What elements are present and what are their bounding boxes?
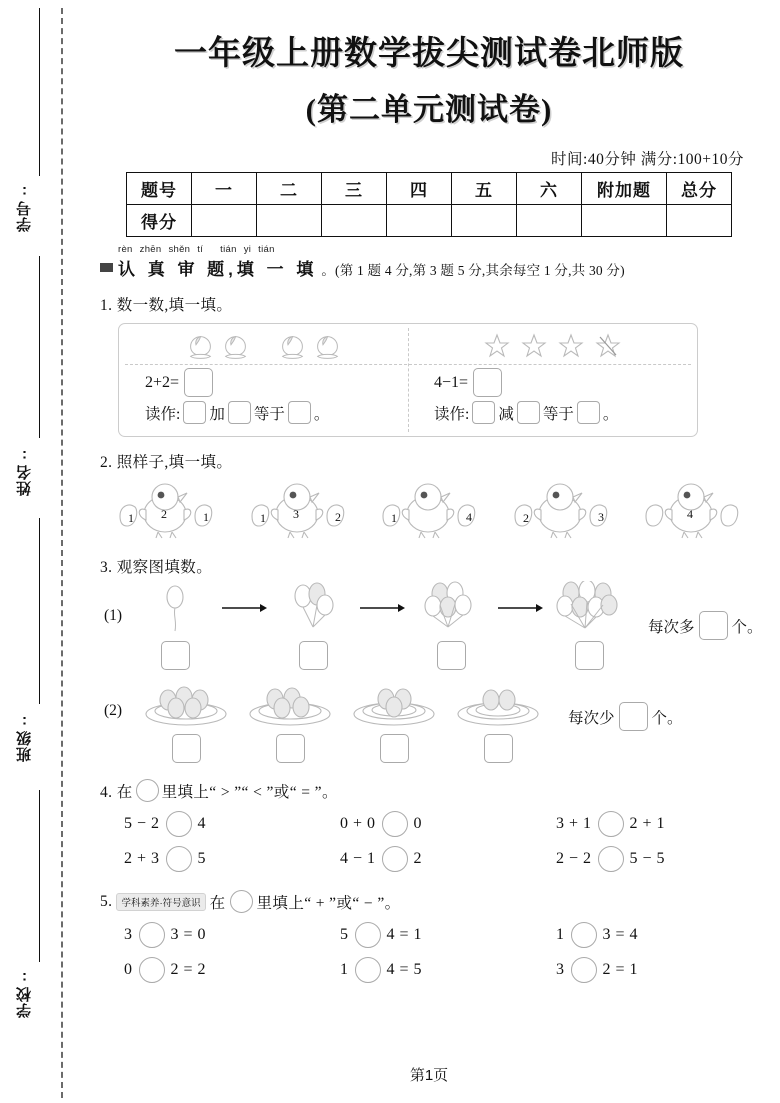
answer-box[interactable] <box>577 401 600 424</box>
answer-circle[interactable] <box>355 922 381 948</box>
answer-circle[interactable] <box>382 846 408 872</box>
section-title: 认 真 审 题,填 一 填 <box>118 260 318 280</box>
expr-left: 3 <box>556 961 565 979</box>
pinyin-syllable: zhēn <box>139 244 162 256</box>
exam-meta: 时间:40分钟 满分:100+10分 <box>551 151 744 169</box>
rail-label-name: 姓名: <box>16 446 33 496</box>
q3-part1-label: (1) <box>104 607 123 625</box>
q1-panel <box>118 323 698 437</box>
score-col-header: 二 <box>257 173 322 205</box>
score-col-header: 附加题 <box>582 173 667 205</box>
answer-box[interactable] <box>699 611 728 640</box>
q4-item <box>556 811 772 837</box>
answer-box[interactable] <box>619 702 648 731</box>
rail-label-class: 班级: <box>16 712 33 762</box>
section-heading <box>100 255 780 280</box>
score-cell[interactable] <box>517 205 582 237</box>
balloon-icon <box>416 581 486 635</box>
rail-divider <box>39 518 40 704</box>
chick-body-number: 3 <box>292 507 299 522</box>
expr-left: 1 <box>556 926 565 944</box>
q5-item <box>340 957 556 983</box>
score-cell[interactable] <box>322 205 387 237</box>
expr-right: 2 + 1 <box>629 815 666 833</box>
expr-left: 2 + 3 <box>124 850 160 868</box>
strawberry-plate-icon <box>452 680 544 728</box>
q1-right-read-row <box>434 401 618 424</box>
peach-icon <box>314 332 341 361</box>
expr-right: 2 = 2 <box>170 961 207 979</box>
balloon-icon <box>151 581 199 635</box>
q1-left-half <box>119 324 408 436</box>
eggshell-left-number: 2 <box>522 511 529 526</box>
star-icon <box>521 333 547 359</box>
eggshell-left-number: 1 <box>391 511 397 526</box>
table-row <box>127 173 732 205</box>
page-subtitle: (第二单元测试卷) <box>305 92 553 128</box>
rail-divider <box>39 8 40 176</box>
q4-item <box>340 811 556 837</box>
section-pinyin <box>118 244 780 255</box>
answer-box[interactable] <box>472 401 495 424</box>
arrow-icon <box>216 581 272 635</box>
score-cell[interactable] <box>667 205 732 237</box>
balloon-icon <box>551 581 627 635</box>
q4-item <box>124 846 340 872</box>
page-title: 一年级上册数学拔尖测试卷北师版 <box>174 36 684 72</box>
tail-before-text: 每次多 <box>648 618 695 636</box>
q2-chick-row <box>106 480 750 542</box>
expr-left: 2 − 2 <box>556 850 592 868</box>
answer-box[interactable] <box>161 641 190 670</box>
arrow-icon <box>492 581 548 635</box>
star-icon <box>484 333 510 359</box>
competency-badge: 学科素养·符号意识 <box>116 893 205 911</box>
score-cell[interactable] <box>452 205 517 237</box>
score-cell[interactable] <box>257 205 322 237</box>
balloon-group-cell <box>134 581 216 670</box>
score-row-header: 得分 <box>127 205 192 237</box>
peach-icon <box>187 332 214 361</box>
expr-left: 0 + 0 <box>340 815 376 833</box>
score-col-header: 六 <box>517 173 582 205</box>
strawberry-plate-icon <box>140 680 232 728</box>
period: 。 <box>602 405 619 423</box>
answer-box[interactable] <box>484 734 513 763</box>
tail-before-text: 每次少 <box>568 709 615 727</box>
pinyin-syllable: tián <box>220 244 237 256</box>
q1-left-equation: 2+2= <box>145 373 180 391</box>
chick-with-eggshells-icon <box>238 480 356 542</box>
q4-prompt-a: 4. 在 <box>100 783 133 801</box>
table-row <box>127 205 732 237</box>
rail-label-school: 学校: <box>16 968 33 1018</box>
eggshell-left-number: 1 <box>128 511 134 526</box>
chick-with-eggshells-icon <box>632 480 750 542</box>
answer-circle[interactable] <box>139 957 165 983</box>
q4-row-1 <box>124 811 780 837</box>
rail-divider <box>39 790 40 962</box>
q4-item <box>340 846 556 872</box>
answer-box[interactable] <box>299 641 328 670</box>
q5-row-1 <box>124 922 780 948</box>
score-col-header: 五 <box>452 173 517 205</box>
answer-box[interactable] <box>473 368 502 397</box>
score-table <box>126 172 732 237</box>
q3-part2-tail <box>568 680 683 731</box>
strawberry-plate-cell <box>342 680 446 763</box>
eggshell-right-number: 1 <box>203 510 209 525</box>
expr-left: 5 <box>340 926 349 944</box>
arrow-icon <box>354 581 410 635</box>
equals-word: 等于 <box>253 405 285 423</box>
answer-circle[interactable] <box>166 811 192 837</box>
student-info-rail <box>0 0 60 1103</box>
expr-right: 4 = 5 <box>386 961 423 979</box>
peach-icon-row <box>119 329 408 363</box>
balloon-group-cell <box>548 581 630 670</box>
peach-icon <box>222 332 249 361</box>
strawberry-plate-cell <box>446 680 550 763</box>
expr-right: 4 <box>197 815 207 833</box>
tail-after-text: 个。 <box>731 618 763 636</box>
q5-item <box>556 922 772 948</box>
balloon-group-cell <box>410 581 492 670</box>
q4-prompt <box>100 779 780 802</box>
answer-circle[interactable] <box>571 957 597 983</box>
chick-body-number: 4 <box>687 507 693 522</box>
expr-left: 3 + 1 <box>556 815 592 833</box>
expr-right: 0 <box>413 815 423 833</box>
strawberry-plate-icon <box>348 680 440 728</box>
q5-number: 5. <box>100 892 113 910</box>
expr-right: 3 = 4 <box>602 926 639 944</box>
cut-line <box>61 8 63 1098</box>
chick-body-number: 2 <box>161 507 167 522</box>
expr-right: 4 = 1 <box>386 926 423 944</box>
operation-word: 减 <box>498 405 514 423</box>
answer-circle[interactable] <box>598 811 624 837</box>
q3-part2-row <box>104 680 780 763</box>
strawberry-plate-icon <box>244 680 336 728</box>
eggshell-right-number: 4 <box>466 510 472 525</box>
q5-item <box>340 922 556 948</box>
answer-circle[interactable] <box>136 779 159 802</box>
q5-prompt <box>100 890 780 913</box>
chick-with-eggshells-icon <box>106 480 224 542</box>
q5-prompt-b: 里填上“ + ”或“ − ”。 <box>256 894 401 912</box>
q5-row-2 <box>124 957 780 983</box>
expr-left: 3 <box>124 926 133 944</box>
q5-item <box>124 922 340 948</box>
read-label: 读作: <box>434 405 470 423</box>
expr-left: 1 <box>340 961 349 979</box>
score-row-header: 题号 <box>127 173 192 205</box>
section-marker-icon <box>100 263 113 272</box>
q1-right-equation-row <box>434 368 502 397</box>
answer-box[interactable] <box>288 401 311 424</box>
star-icon <box>558 333 584 359</box>
period: 。 <box>313 405 330 423</box>
expr-right: 3 = 0 <box>170 926 207 944</box>
score-col-header: 一 <box>192 173 257 205</box>
answer-circle[interactable] <box>230 890 253 913</box>
pinyin-syllable: tí <box>197 244 204 256</box>
strawberry-plate-cell <box>238 680 342 763</box>
q1-right-equation: 4−1= <box>434 373 469 391</box>
rail-label-student-id: 学号: <box>16 182 33 232</box>
pinyin-syllable: tián <box>258 244 275 256</box>
balloon-icon <box>283 581 343 635</box>
expr-right: 2 = 1 <box>602 961 639 979</box>
eggshell-right-number: 2 <box>334 510 341 525</box>
q4-prompt-b: 里填上“ > ”“ < ”或“ = ”。 <box>161 783 338 801</box>
operation-word: 加 <box>209 405 225 423</box>
chick-with-eggshells-icon <box>369 480 487 542</box>
answer-circle[interactable] <box>382 811 408 837</box>
star-icon-row <box>408 329 697 363</box>
q3-part1-tail <box>648 581 763 640</box>
answer-circle[interactable] <box>166 846 192 872</box>
section-note: 。(第 1 题 4 分,第 3 题 5 分,其余每空 1 分,共 30 分) <box>321 263 625 279</box>
score-cell[interactable] <box>192 205 257 237</box>
score-cell[interactable] <box>582 205 667 237</box>
q4-item <box>124 811 340 837</box>
score-col-header: 三 <box>322 173 387 205</box>
eggshell-left-number: 1 <box>259 511 266 526</box>
balloon-group-cell <box>272 581 354 670</box>
q4-row-2 <box>124 846 780 872</box>
q3-part1-row <box>104 581 780 670</box>
pinyin-syllable: rèn <box>118 244 133 256</box>
score-col-header: 总分 <box>667 173 732 205</box>
q1-prompt: 1. 数一数,填一填。 <box>100 297 233 315</box>
answer-circle[interactable] <box>139 922 165 948</box>
answer-circle[interactable] <box>355 957 381 983</box>
eggshell-right-number: 3 <box>597 510 604 525</box>
answer-box[interactable] <box>575 641 604 670</box>
q5-item <box>124 957 340 983</box>
q3-part2-label: (2) <box>104 702 123 720</box>
expr-left: 0 <box>124 961 133 979</box>
q2-prompt: 2. 照样子,填一填。 <box>100 454 233 472</box>
answer-box[interactable] <box>437 641 466 670</box>
page-footer: 第1页 <box>409 1067 449 1084</box>
answer-box[interactable] <box>276 734 305 763</box>
pinyin-syllable: yi <box>243 244 252 256</box>
answer-box[interactable] <box>228 401 251 424</box>
star-icon-crossed-out <box>595 333 621 359</box>
answer-box[interactable] <box>183 401 206 424</box>
q1-right-half <box>408 324 697 436</box>
content-area <box>78 0 780 1103</box>
q1-left-read-row <box>145 401 329 424</box>
expr-right: 5 − 5 <box>629 850 666 868</box>
q5-item <box>556 957 772 983</box>
answer-box[interactable] <box>184 368 213 397</box>
expr-right: 2 <box>413 850 423 868</box>
pinyin-syllable: shěn <box>168 244 191 256</box>
answer-circle[interactable] <box>571 922 597 948</box>
score-col-header: 四 <box>387 173 452 205</box>
rail-divider <box>39 256 40 438</box>
peach-icon <box>279 332 306 361</box>
answer-circle[interactable] <box>598 846 624 872</box>
q3-prompt: 3. 观察图填数。 <box>100 559 213 577</box>
answer-box[interactable] <box>172 734 201 763</box>
equals-word: 等于 <box>542 405 574 423</box>
read-label: 读作: <box>145 405 181 423</box>
tail-after-text: 个。 <box>651 709 683 727</box>
expr-left: 5 − 2 <box>124 815 160 833</box>
strawberry-plate-cell <box>134 680 238 763</box>
score-cell[interactable] <box>387 205 452 237</box>
answer-box[interactable] <box>517 401 540 424</box>
expr-right: 5 <box>197 850 207 868</box>
chick-with-eggshells-icon <box>501 480 619 542</box>
q5-prompt-a: 在 <box>209 894 226 912</box>
q4-item <box>556 846 772 872</box>
expr-left: 4 − 1 <box>340 850 376 868</box>
answer-box[interactable] <box>380 734 409 763</box>
q1-left-equation-row <box>145 368 213 397</box>
